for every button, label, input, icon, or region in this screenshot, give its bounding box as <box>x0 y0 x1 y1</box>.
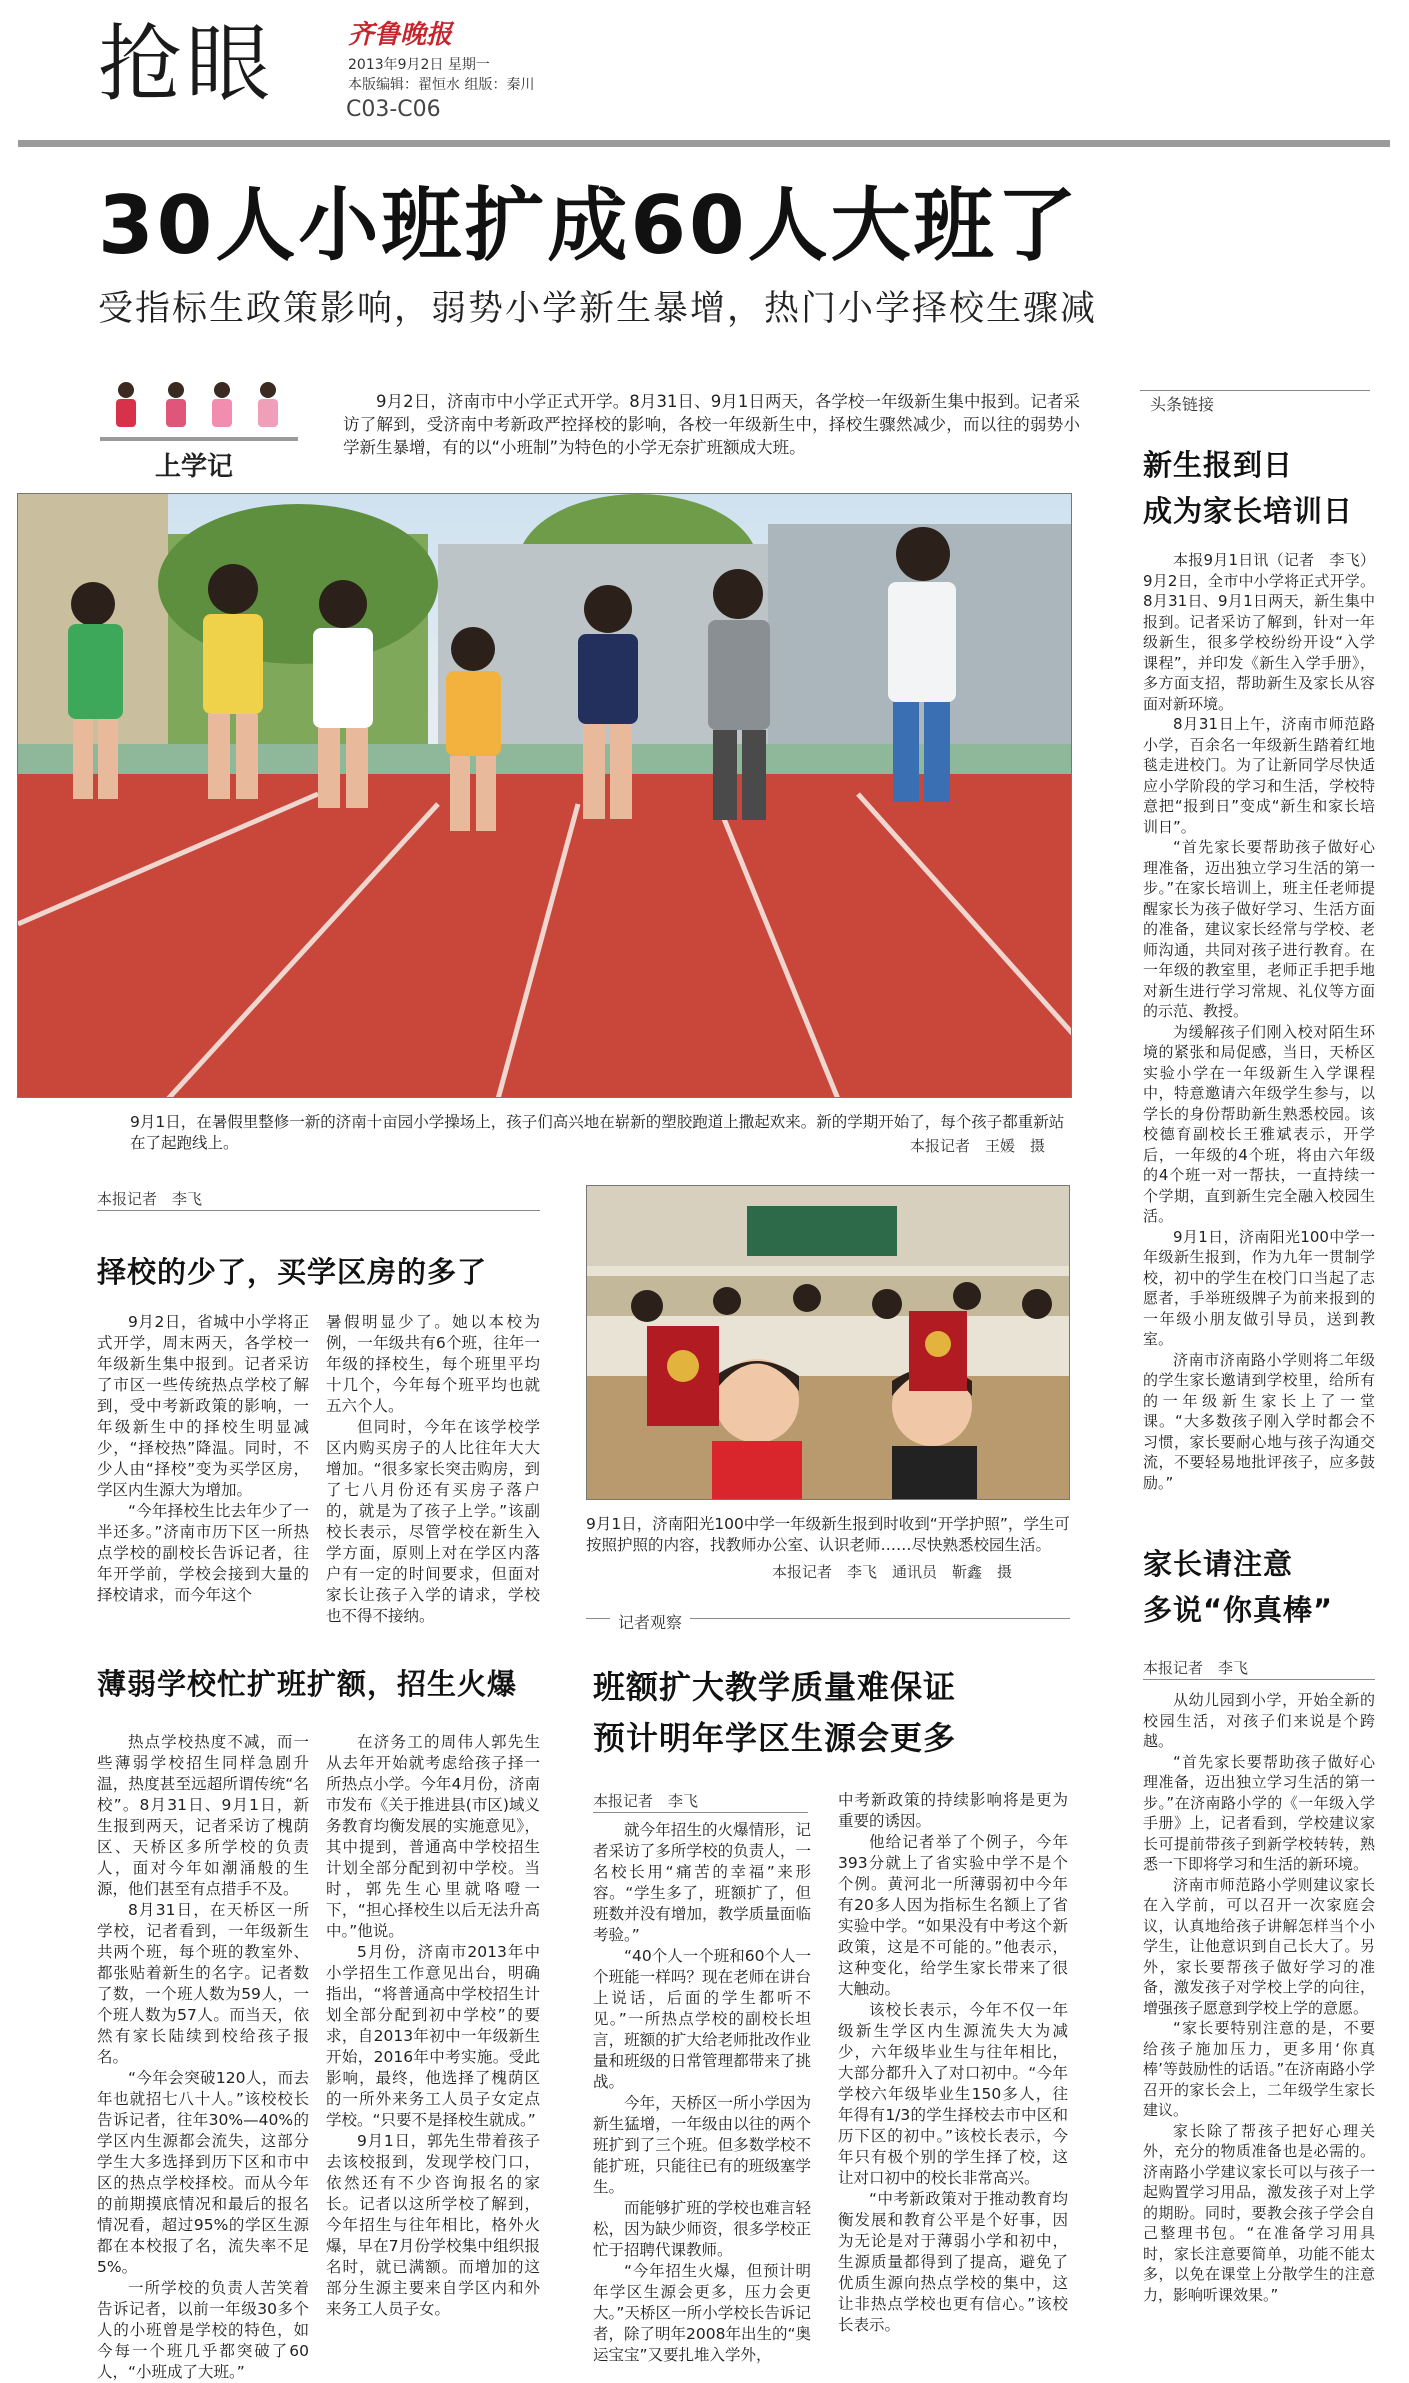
observation-col2 <box>838 1790 1068 2336</box>
paragraph: “中考新政策对于推动教育均衡发展和教育公平是个好事，因为无论是对于薄弱小学和初中，生源质量都得到了提高，避免了优质生源向热点学校的集中，这让非热点学校也更有信心。”该校长表示。 <box>838 2190 1068 2334</box>
section-a-rule <box>97 1210 540 1211</box>
paragraph: 9月1日，郭先生带着孩子去该校报到，发现学校门口，依然还有不少咨询报名的家长。记者以这所学校了解到，今年招生与往年相比，格外火爆，早在7月份学校集中组织报名时，就已满额。而增加的这部分生源主要来自学区内和外来务工人员子女。 <box>326 2132 540 2318</box>
paragraph: “首先家长要帮助孩子做好心理准备，迈出独立学习生活的第一步。”在家长培训上，班主任老师提醒家长为孩子做好学习、生活方面的准备，建议家长经常与学校、老师沟通，共同对孩子进行教育。在一年级的教室里，老师正手把手地对新生进行学习常规、礼仪等方面的示范、教授。 <box>1143 838 1375 1020</box>
observation-tag: 记者观察 <box>610 1610 690 1633</box>
paragraph: 家长除了帮孩子把好心理关外，充分的物质准备也是必需的。济南路小学建议家长可以与孩子一起购置学习用品，激发孩子对上学的期盼。同时，要教会孩子学会自己整理书包。“在准备学习用具时，家长注意要简单，功能不能太多，以免在课堂上分散学生的注意力，影响听课效果。” <box>1143 2121 1375 2304</box>
paragraph: “今年招生火爆，但预计明年学区生源会更多，压力会更大。”天桥区一所小学校长告诉记者，除了明年2008年出生的“奥运宝宝”又要扎堆入学外， <box>593 2262 811 2364</box>
observation-byline-rule <box>593 1812 808 1813</box>
section-a-title: 择校的少了，买学区房的多了 <box>97 1255 488 1289</box>
sidebar-tag: 头条链接 <box>1150 395 1215 414</box>
paragraph: 济南市师范路小学则建议家长在入学前，可以召开一次家庭会议，认真地给孩子讲解怎样当个小学生，让他意识到自己长大了。另外，家长要帮孩子做好学习的准备，激发孩子对学校上学的向往，增强孩子愿意到学校上学的意愿。 <box>1143 1875 1375 2017</box>
page-editor: 本版编辑：翟恒水 组版：秦川 <box>348 77 535 93</box>
paragraph: 暑假明显少了。她以本校为例，一年级共有6个班，往年一年级的择校生，每个班里平均十几个，今年每个班平均也就五六个人。 <box>326 1313 540 1415</box>
photo2-caption: 9月1日，济南阳光100中学一年级新生报到时收到“开学护照”，学生可按照护照的内容，找教师办公室、认识老师……尽快熟悉校园生活。 <box>586 1515 1070 1554</box>
paragraph: “首先家长要帮助孩子做好心理准备，迈出独立学习生活的第一步。”在济南路小学的《一年级入学手册》上，记者看到，学校建议家长可提前带孩子到新学校转转，熟悉一下即将学习和生活的新环境。 <box>1143 1752 1375 1873</box>
section-b-col1 <box>97 1732 309 2383</box>
issue-date: 2013年9月2日 星期一 <box>348 57 490 73</box>
paragraph: 从幼儿园到小学，开始全新的校园生活，对孩子们来说是个跨越。 <box>1143 1691 1375 1750</box>
paragraph: 该校长表示，今年不仅一年级新生学区内生源流失大为减少，六年级毕业生与往年相比，大部分都升入了对口初中。“今年学校六年级毕业生150多人，往年得有1/3的学生择校去市中区和历下区的初中。”该校长表示，今年只有极个别的学生择了校，这让对口初中的校长非常高兴。 <box>838 2001 1068 2187</box>
sidebar-story2-title-2: 多说“你真棒” <box>1143 1593 1334 1627</box>
paper-logo: 齐鲁晚报 <box>348 20 453 50</box>
passport-kids-photo <box>586 1185 1070 1500</box>
label-rule <box>100 437 298 441</box>
paragraph: “家长要特别注意的是，不要给孩子施加压力，更多用‘你真棒’等鼓励性的话语。”在济南路小学召开的家长会上，二年级学生家长建议。 <box>1143 2019 1375 2119</box>
paragraph: 8月31日，在天桥区一所学校，记者看到，一年级新生共两个班，每个班的教室外、都张贴着新生的名字。记者数了数，一个班人数为59人，一个班人数为57人。而当天，依然有家长陆续到校给孩子报名。 <box>97 1901 309 2066</box>
paragraph: 济南市济南路小学则将二年级的学生家长邀请到学校里，给所有的一年级新生家长上了一堂课。“大多数孩子刚入学时都会不习惯，家长要耐心地与孩子沟通交流，不要轻易地批评孩子，应多鼓励。” <box>1143 1350 1375 1492</box>
main-photo-credit: 本报记者 王媛 摄 <box>910 1137 1046 1155</box>
section-b-title: 薄弱学校忙扩班扩额，招生火爆 <box>97 1667 518 1701</box>
feature-label: 上学记 <box>155 452 234 482</box>
paragraph: 9月2日，省城中小学将正式开学，周末两天，各学校一年级新生集中报到。记者采访了市区一些传统热点学校了解到，受中考新政策的影响，一年级新生中的择校生明显减少，“择校热”降温。同时，不少人由“择校”变为买学区房，学区内生源大为增加。 <box>97 1313 309 1499</box>
paragraph: 而能够扩班的学校也难言轻松，因为缺少师资，很多学校正忙于招聘代课教师。 <box>593 2199 811 2259</box>
paragraph: 在济务工的周伟人郭先生从去年开始就考虑给孩子择一所热点小学。今年4月份，济南市发布《关于推进县(市区)域义务教育均衡发展的实施意见》，其中提到，普通高中学校招生计划全部分配到初中学校。当时，郭先生心里就咯噔一下，“担心择校生以后无法升高中。”他说。 <box>326 1733 540 1940</box>
running-kids-photo <box>17 493 1072 1098</box>
paragraph: 8月31日上午，济南市师范路小学，百余名一年级新生踏着红地毯走进校门。为了让新同学尽快适应小学阶段的学习和生活，学校特意把“报到日”变成“新生和家长培训日”。 <box>1143 715 1375 836</box>
sub-headline: 受指标生政策影响，弱势小学新生暴增，热门小学择校生骤减 <box>98 289 1098 329</box>
paragraph: 9月1日，济南阳光100中学一年级新生报到，作为九年一贯制学校，初中的学生在校门口当起了志愿者，手举班级牌子为前来报到的一年级小朋友做引导员，送到教室。 <box>1143 1227 1375 1348</box>
section-title: 抢眼 <box>98 15 275 113</box>
sidebar-story1-title-2: 成为家长培训日 <box>1143 494 1354 528</box>
observation-title-1: 班额扩大教学质量难保证 <box>593 1668 957 1706</box>
sidebar-story1-title-1: 新生报到日 <box>1143 448 1294 482</box>
paragraph: 为缓解孩子们刚入校对陌生环境的紧张和局促感，当日，天桥区实验小学在一年级新生入学课程中，特意邀请六年级学生参与，以学长的身份帮助新生熟悉校园。该校德育副校长王雅斌表示，开学后，一年级的4个班，将由六年级的4个班一对一帮扶，一直持续一个学期，直到新生完全融入校园生活。 <box>1143 1022 1375 1225</box>
paragraph: 但同时，今年在该学校学区内购买房子的人比往年大大增加。“很多家长突击购房，到了七八月份还有买房子落户的，就是为了孩子上学。”该副校长表示，尽管学校在新生入学方面，原则上对在学区内落户有一定的时间要求，但面对家长让孩子入学的请求，学校也不得不接纳。 <box>326 1418 540 1625</box>
kids-illustration <box>100 378 295 436</box>
paragraph: 就今年招生的火爆情形，记者采访了多所学校的负责人，一名校长用“痛苦的幸福”来形容。“学生多了，班额扩了，但班数并没有增加，教学质量面临考验。” <box>593 1821 811 1944</box>
feature-lead: 9月2日，济南市中小学正式开学。8月31日、9月1日两天，各学校一年级新生集中报到。记者采访了解到，受济南中考新政严控择校的影响，各校一年级新生中，择校生骤然减少，而以往的弱势小学新生暴增，有的以“小班制”为特色的小学无奈扩班额成大班。 <box>343 392 1080 457</box>
paragraph: “今年择校生比去年少了一半还多。”济南市历下区一所热点学校的副校长告诉记者，往年开学前，学校会接到大量的择校请求，而今年这个 <box>97 1502 309 1604</box>
sidebar-story2-byline: 本报记者 李飞 <box>1143 1659 1249 1677</box>
observation-byline: 本报记者 李飞 <box>593 1792 699 1810</box>
paragraph: “今年会突破120人，而去年也就招七八十人。”该校校长告诉记者，往年30%—40%的学区内生源都会流失，这部分学生大多选择到历下区和市中区的热点学校择校。而从今年的前期摸底情况和最后的报名情况看，超过95%的学区生源都在本校报了名，流失率不足5%。 <box>97 2069 309 2276</box>
section-b-col2 <box>326 1732 540 2320</box>
paragraph: “40个人一个班和60个人一个班能一样吗？现在老师在讲台上说话，后面的学生都听不见。”一所热点学校的副校长坦言，班额的扩大给老师批改作业量和班级的日常管理都带来了挑战。 <box>593 1947 811 2091</box>
paragraph: 热点学校热度不减，而一些薄弱学校招生同样急剧升温，热度甚至远超所谓传统“名校”。8月31日、9月1日，新生报到两天，记者采访了槐荫区、天桥区多所学校的负责人，面对今年如潮涌般的生源，他们甚至有点措手不及。 <box>97 1733 309 1898</box>
paragraph: 一所学校的负责人苦笑着告诉记者，以前一年级30多个人的小班曾是学校的特色，如今每一个班几乎都突破了60人，“小班成了大班。” <box>97 2279 309 2381</box>
sidebar-story2-rule <box>1143 1679 1375 1680</box>
masthead-rule <box>18 140 1390 147</box>
main-photo-caption: 9月1日，在暑假里整修一新的济南十亩园小学操场上，孩子们高兴地在崭新的塑胶跑道上撒起欢来。新的学期开始了，每个孩子都重新站在了起跑线上。 <box>130 1113 1065 1152</box>
main-headline: 30人小班扩成60人大班了 <box>98 179 1080 272</box>
page-range: C03-C06 <box>346 97 441 122</box>
section-a-col1 <box>97 1312 309 1606</box>
sidebar-story2-body <box>1143 1690 1375 2305</box>
paragraph: 5月份，济南市2013年中小学招生工作意见出台，明确指出，“将普通高中学校招生计划全部分配到初中学校”的要求，自2013年初中一年级新生开始，2016年中考实施。受此影响，最终，他选择了槐荫区的一所外来务工人员子女定点学校。“只要不是择校生就成。” <box>326 1943 540 2129</box>
observation-title-2: 预计明年学区生源会更多 <box>593 1719 957 1757</box>
observation-col1 <box>593 1820 811 2366</box>
section-a-col2 <box>326 1312 540 1627</box>
section-a-byline: 本报记者 李飞 <box>97 1190 203 1208</box>
sidebar-story2-title-1: 家长请注意 <box>1143 1547 1294 1581</box>
paragraph: 他给记者举了个例子，今年393分就上了省实验中学不是个个例。黄河北一所薄弱初中今年有20多人因为指标生名额上了省实验中学。“如果没有中考这个新政策，这是不可能的。”他表示，这种变化，给学生家长带来了很大触动。 <box>838 1833 1068 1998</box>
sidebar-story1-body <box>1143 550 1375 1493</box>
paragraph: 中考新政策的持续影响将是更为重要的诱因。 <box>838 1791 1068 1830</box>
paragraph: 本报9月1日讯（记者 李飞）9月2日，全市中小学将正式开学。8月31日、9月1日两天，新生集中报到。记者采访了解到，针对一年级新生，很多学校纷纷开设“入学课程”，并印发《新生入学手册》，多方面支招，帮助新生及家长从容面对新环境。 <box>1143 551 1375 713</box>
sidebar-top-rule <box>1140 390 1370 391</box>
photo2-credit: 本报记者 李飞 通讯员 靳鑫 摄 <box>772 1563 1013 1581</box>
paragraph: 今年，天桥区一所小学因为新生猛增，一年级由以往的两个班扩到了三个班。但多数学校不能扩班，只能往已有的班级塞学生。 <box>593 2094 811 2196</box>
